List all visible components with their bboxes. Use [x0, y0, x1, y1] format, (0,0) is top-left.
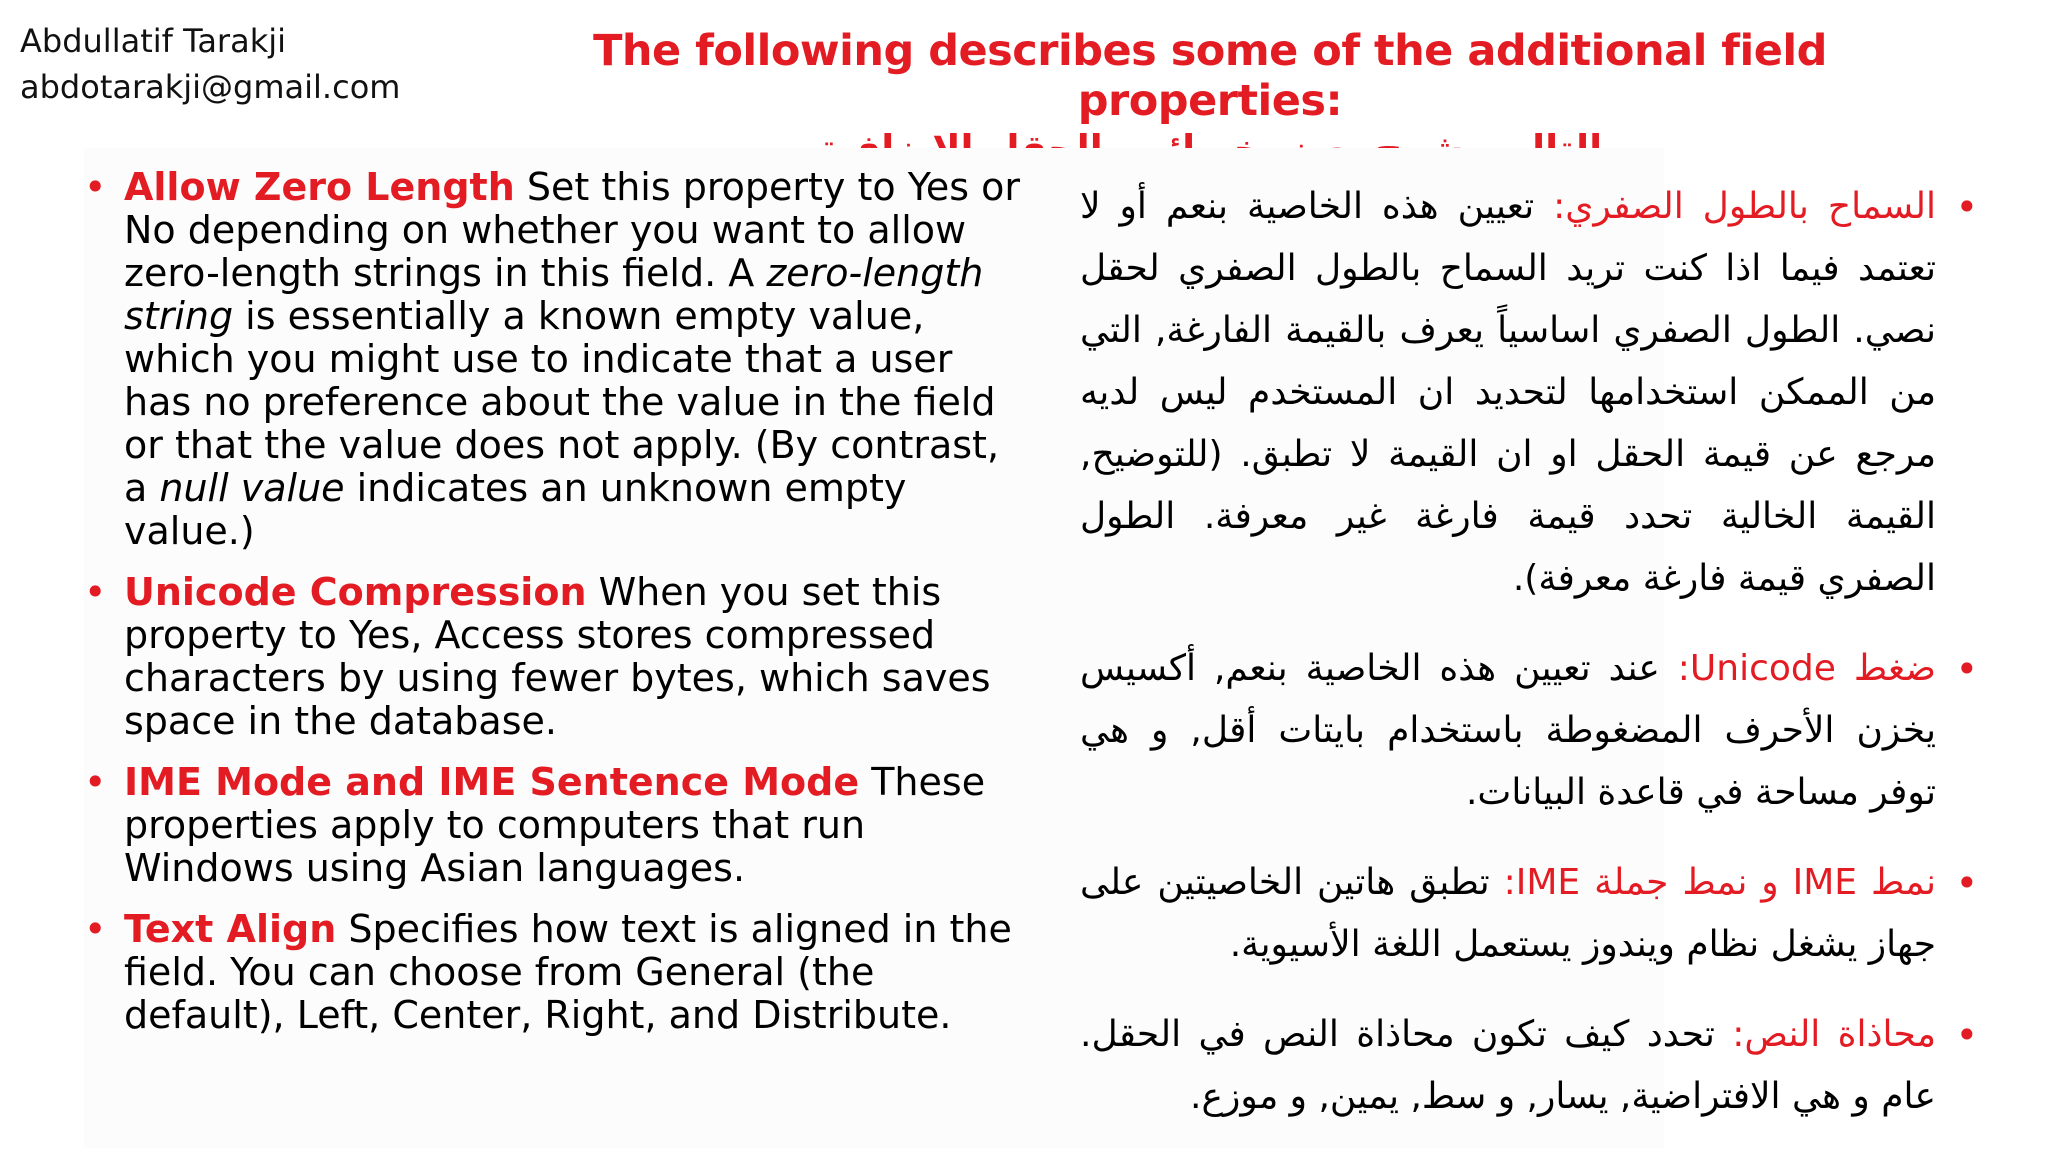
- arabic-item-allow-zero-length: [1080, 176, 1980, 610]
- item-text: تعيين هذه الخاصية بنعم أو لا تعتمد فيما اذا كنت تريد السماح بالطول الصفري لحقل نصي. الطول الصفري اساسياً يعرف بالقيمة الفارغة, التي من الممكن استخدامها لتحديد ان المستخدم ليس لديه مرجع عن قيمة الحقل او ان القيمة لا تطبق. (للتوضيح, القيمة الخالية تحدد قيمة فارغة غير معرفة. الطول الصفري قيمة فارغة معرفة).: [1080, 186, 1936, 599]
- bullet-icon: •: [84, 907, 107, 951]
- title-english: The following describes some of the additional field properties:: [593, 26, 1827, 126]
- english-item-ime-mode: [80, 761, 1030, 890]
- term-label: ضغط Unicode:: [1677, 648, 1936, 689]
- author-info: [20, 18, 400, 110]
- bullet-icon: •: [1955, 185, 1978, 229]
- bullet-icon: •: [84, 570, 107, 614]
- english-column: [80, 166, 1030, 1055]
- bullet-icon: •: [1955, 1013, 1978, 1057]
- term-label: السماح بالطول الصفري:: [1553, 186, 1936, 227]
- author-name: Abdullatif Tarakji: [20, 22, 286, 60]
- term-label: Allow Zero Length: [124, 165, 515, 209]
- bullet-icon: •: [84, 760, 107, 804]
- english-item-text-align: [80, 908, 1030, 1037]
- item-text: عند تعيين هذه الخاصية بنعم, أكسيس يخزن الأحرف المضغوطة باستخدام بايتات أقل, و هي توفر مساحة في قاعدة البيانات.: [1080, 648, 1936, 813]
- term-label: Unicode Compression: [124, 570, 587, 614]
- item-text: Specifies how text is aligned in the field. You can choose from General (the default), Left, Center, Right, and Distribute.: [124, 907, 1012, 1037]
- term-label: محاذاة النص:: [1732, 1014, 1936, 1055]
- term-label: Text Align: [124, 907, 337, 951]
- item-text: Set this property to Yes or No depending on whether you want to allow zero-length strings in this field. A: [124, 165, 1021, 295]
- item-italic: null value: [159, 466, 345, 510]
- item-italic: zero-length string: [124, 251, 984, 338]
- item-text: indicates an unknown empty value.): [124, 466, 907, 553]
- term-label: نمط IME و نمط جملة IME:: [1503, 862, 1936, 903]
- arabic-item-text-align: [1080, 1004, 1980, 1128]
- item-text: is essentially a known empty value, which you might use to indicate that a user has no preference about the value in the field or that the value does not apply. (By contrast, a: [124, 294, 1000, 510]
- bullet-icon: •: [1955, 861, 1978, 905]
- arabic-item-ime-mode: [1080, 852, 1980, 976]
- arabic-item-unicode-compression: [1080, 638, 1980, 824]
- item-text: تطبق هاتين الخاصيتين على جهاز يشغل نظام ويندوز يستعمل اللغة الأسيوية.: [1080, 862, 1936, 965]
- bullet-icon: •: [84, 165, 107, 209]
- bullet-icon: •: [1955, 647, 1978, 691]
- english-item-unicode-compression: [80, 571, 1030, 743]
- arabic-column: [1080, 176, 1980, 1156]
- item-text: When you set this property to Yes, Access stores compressed characters by using fewer bytes, which saves space in the database.: [124, 570, 991, 743]
- term-label: IME Mode and IME Sentence Mode: [124, 760, 860, 804]
- item-text: تحدد كيف تكون محاذاة النص في الحقل. عام و هي الافتراضية, يسار, و سط, يمين, و موزع.: [1080, 1014, 1936, 1117]
- item-text: These properties apply to computers that run Windows using Asian languages.: [124, 760, 986, 890]
- author-email: abdotarakji@gmail.com: [20, 68, 401, 106]
- english-item-allow-zero-length: [80, 166, 1030, 553]
